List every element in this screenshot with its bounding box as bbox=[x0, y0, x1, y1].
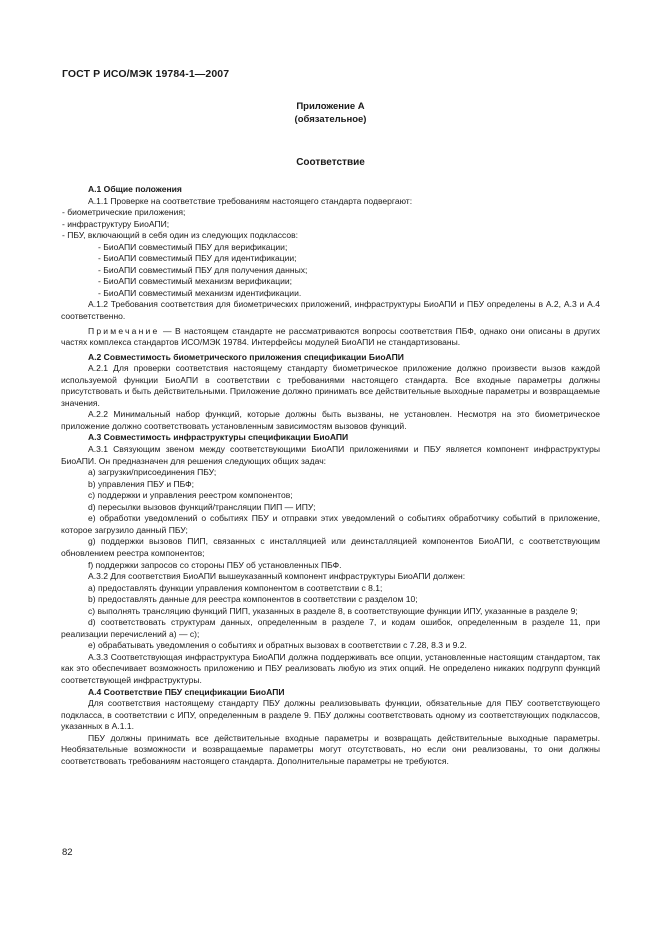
section-heading-a1: А.1 Общие положения bbox=[88, 184, 182, 194]
task-item: g) поддержки вызовов ПИП, связанных с инсталляцией или деинсталляцией компонентов БиоАПИ, с соответствующим обновлением реестра компонентов; bbox=[61, 536, 600, 558]
section-heading-a4: А.4 Соответствие ПБУ спецификации БиоАПИ bbox=[88, 686, 285, 697]
section-heading-a2: А.2 Совместимость биометрического приложения спецификации БиоАПИ bbox=[88, 351, 404, 362]
requirement-item: c) выполнять трансляцию функций ПИП, указанных в разделе 8, в соответствующие функции ИПУ, указанные в разделе 9; bbox=[88, 605, 578, 616]
note-label: Примечание bbox=[88, 325, 160, 336]
requirement-item: a) предоставлять функции управления компонентом в соответствии с 8.1; bbox=[88, 582, 383, 593]
document-header: ГОСТ Р ИСО/МЭК 19784-1—2007 bbox=[62, 68, 230, 80]
sublist-item: - БиоАПИ совместимый ПБУ для идентификации; bbox=[98, 253, 297, 264]
requirement-item: b) предоставлять данные для реестра компонентов в соответствии с разделом 10; bbox=[88, 594, 418, 605]
paragraph-a1-1: А.1.1 Проверке на соответствие требованиям настоящего стандарта подвергают: bbox=[88, 195, 413, 206]
task-item: b) управления ПБУ и ПБФ; bbox=[88, 478, 195, 489]
sublist-item: - БиоАПИ совместимый ПБУ для верификации; bbox=[98, 241, 288, 252]
requirement-item: d) соответствовать структурам данных, определенным в разделе 7, и кодам ошибок, определенным в разделе 11, при реализации перечислений а) — с); bbox=[61, 617, 600, 639]
task-item: e) обработки уведомлений о событиях ПБУ и отправки этих уведомлений о событиях обработчику событий в приложение, которое загрузило данный ПБУ; bbox=[61, 513, 600, 535]
paragraph-a4-2: ПБУ должны принимать все действительные входные параметры и возвращать действительные выходные параметры. Необязательные возможности и возвращаемые параметры могут отсутствовать, но если они реализованы, то они должны соответствовать требованиям настоящего стандарта. Дополнительные параметры не требуются. bbox=[61, 732, 600, 766]
requirement-item: e) обрабатывать уведомления о событиях и обратных вызовах в соответствии с 7.28, 8.3 и 9.2. bbox=[88, 640, 467, 651]
paragraph-a2-1: А.2.1 Для проверки соответствия настоящему стандарту биометрическое приложение должно произвести вызов каждой используемой функции БиоАПИ в соответствии с требованиями настоящего стандарта. Все входные параметры должны присутствовать и быть действительными. Приложение должно принимать все действительные выходные параметры и возвращаемые значения. bbox=[61, 363, 600, 408]
paragraph-a3-2: А.3.2 Для соответствия БиоАПИ вышеуказанный компонент инфраструктуры БиоАПИ должен: bbox=[88, 571, 466, 582]
list-item: - биометрические приложения; bbox=[62, 207, 186, 218]
paragraph-a1-2: А.1.2 Требования соответствия для биометрических приложений, инфраструктуры БиоАПИ и ПБУ определены в А.2, А.3 и А.4 соответственно. bbox=[61, 299, 600, 322]
paragraph-a3-1: А.3.1 Связующим звеном между соответствующими БиоАПИ приложениями и ПБУ является компонент инфраструктуры БиоАПИ. Он предназначен для решения следующих общих задач: bbox=[61, 444, 600, 466]
sublist-item: - БиоАПИ совместимый механизм идентификации. bbox=[98, 287, 302, 298]
sublist-item: - БиоАПИ совместимый ПБУ для получения данных; bbox=[98, 264, 308, 275]
paragraph-a4-1: Для соответствия настоящему стандарту ПБУ должны реализовывать функции, обязательные для ПБУ соответствующего подкласса, в соответствии с ИПУ, определенным в разделе 9. ПБУ должны соответствовать одному из соответствующих подклассов, указанных в А.1.1. bbox=[61, 698, 600, 732]
task-item: a) загрузки/присоединения ПБУ; bbox=[88, 467, 217, 478]
task-item: d) пересылки вызовов функций/трансляции ПИП — ИПУ; bbox=[88, 501, 316, 512]
list-item: - ПБУ, включающий в себя один из следующих подклассов: bbox=[62, 230, 299, 241]
appendix-label-block bbox=[0, 100, 661, 126]
paragraph-a3-3: А.3.3 Соответствующая инфраструктура БиоАПИ должна поддерживать все опции, установленные настоящим стандартом, так как это обеспечивает возможность приложению и ПБУ реализовать любую из этих опций. Не определено никаких подгрупп функций соответствующей инфраструктуры. bbox=[61, 651, 600, 685]
note-text: — В настоящем стандарте не рассматриваются вопросы соответствия ПБФ, однако они описаны в других частях комплекса стандартов ИСО/МЭК 19784. Интерфейсы модулей БиоАПИ не стандартизованы. bbox=[61, 325, 600, 348]
task-item: f) поддержки запросов со стороны ПБУ об установленных ПБФ. bbox=[88, 559, 342, 570]
section-heading-a3: А.3 Совместимость инфраструктуры спецификации БиоАПИ bbox=[88, 432, 349, 443]
page-title: Соответствие bbox=[296, 157, 365, 168]
note bbox=[61, 326, 600, 349]
task-item: c) поддержки и управления реестром компонентов; bbox=[88, 490, 293, 501]
list-item: - инфраструктуру БиоАПИ; bbox=[62, 218, 170, 229]
appendix-label: Приложение А bbox=[296, 101, 365, 112]
paragraph-a2-2: А.2.2 Минимальный набор функций, которые должны быть вызваны, не установлен. Несмотря на это биометрическое приложение должно соответствовать установленным зависимостям вызовов функций. bbox=[61, 409, 600, 431]
document-body bbox=[61, 184, 600, 767]
page-number: 82 bbox=[62, 847, 73, 858]
appendix-status: (обязательное) bbox=[294, 114, 367, 125]
sublist-item: - БиоАПИ совместимый механизм верификации; bbox=[98, 276, 293, 287]
